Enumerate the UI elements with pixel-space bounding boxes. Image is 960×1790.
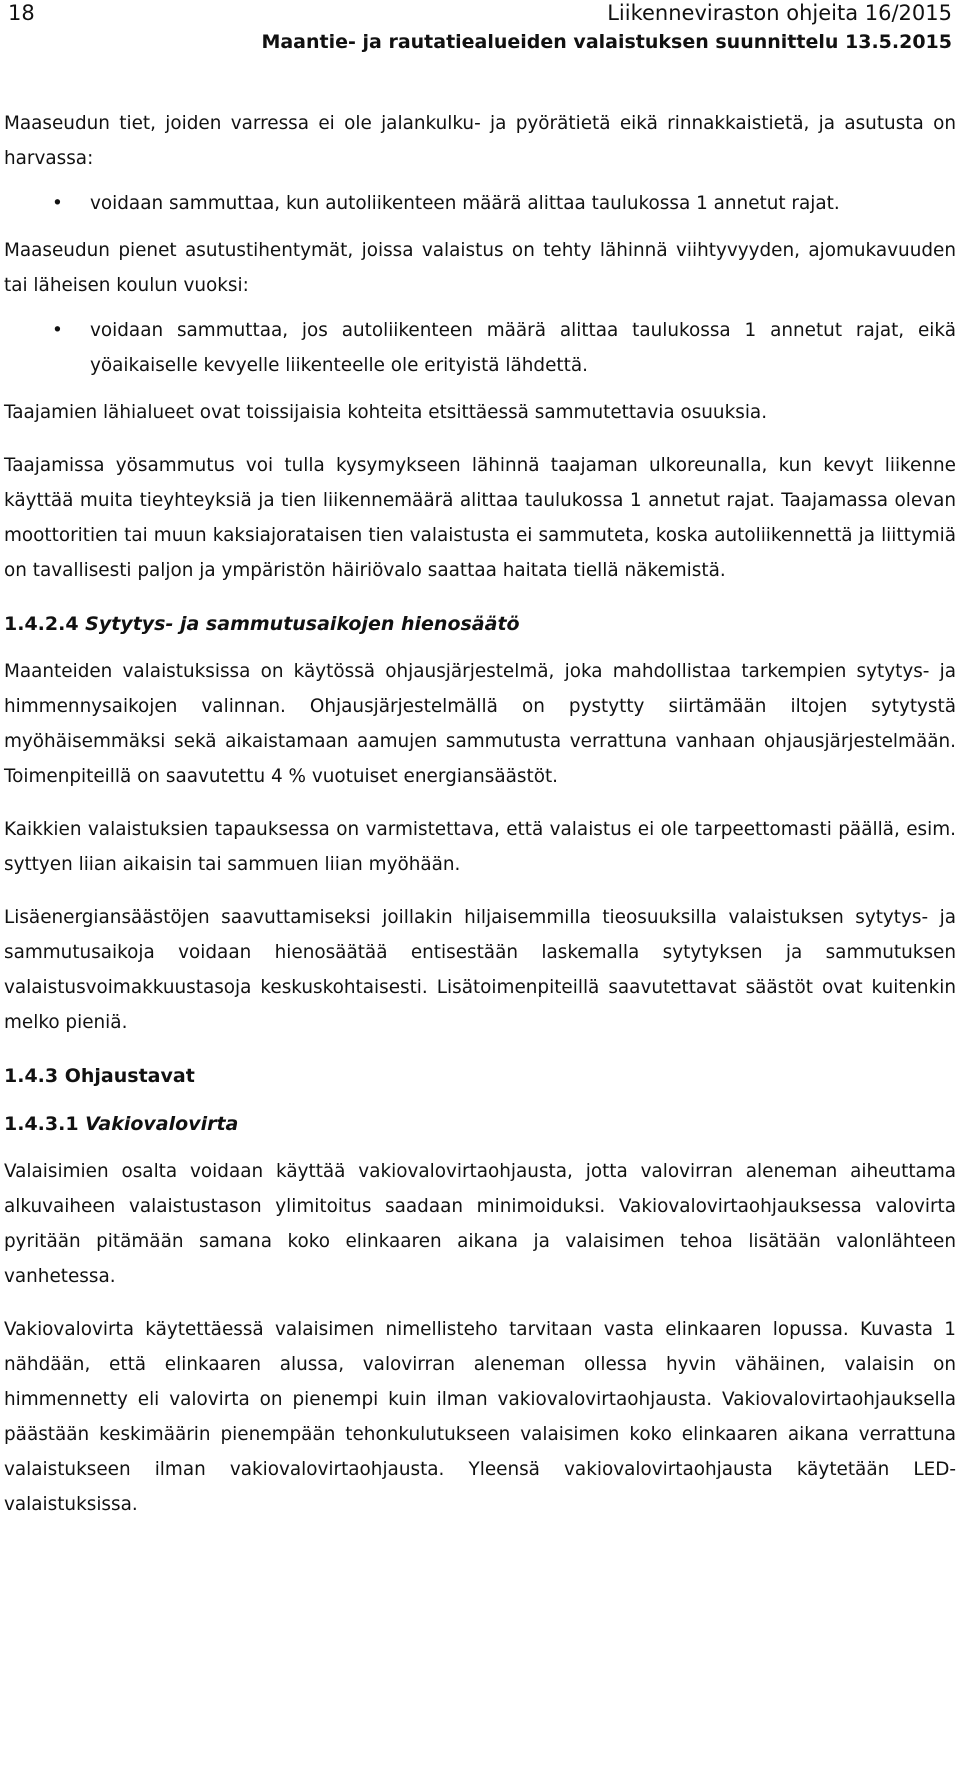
paragraph: Taajamien lähialueet ovat toissijaisia kohteita etsittäessä sammutettavia osuuksia. bbox=[4, 402, 768, 423]
section-heading bbox=[4, 606, 956, 642]
list-item bbox=[52, 186, 956, 221]
bullet-icon: • bbox=[52, 193, 63, 214]
paragraph: Lisäenergiansäästöjen saavuttamiseksi joillakin hiljaisemmilla tieosuuksilla valaistuksen sytytys- ja sammutusaikoja voidaan hienosäätää entisestään laskemalla sytytyksen ja sammutuksen valaistusvoimakkuustasoja keskuskohtaisesti. Lisätoimenpiteillä saavutettavat säästöt ovat kuitenkin melko pieniä. bbox=[4, 907, 956, 1033]
section-title: Ohjaustavat bbox=[64, 1065, 195, 1087]
bullet-list bbox=[4, 313, 956, 383]
section-heading bbox=[4, 1106, 956, 1142]
document-title: Maantie- ja rautatiealueiden valaistuksen suunnittelu 13.5.2015 bbox=[261, 31, 952, 53]
paragraph: Maaseudun pienet asutustihentymät, joissa valaistus on tehty lähinnä viihtyvyyden, ajomukavuuden tai läheisen koulun vuoksi: bbox=[4, 240, 956, 296]
paragraph: Taajamissa yösammutus voi tulla kysymykseen lähinnä taajaman ulkoreunalla, kun kevyt liikenne käyttää muita tieyhteyksiä ja tien liikennemäärä alittaa taulukossa 1 annetut rajat. Taajamassa olevan moottoritien tai muun kaksiajorataisen tien valaistusta ei sammuteta, koska autoliikennettä ja liittymiä on tavallisesti paljon ja ympäristön häiriövalo saattaa haitata tiellä näkemistä. bbox=[4, 455, 956, 581]
list-item-text: voidaan sammuttaa, jos autoliikenteen määrä alittaa taulukossa 1 annetut rajat, eikä yöaikaiselle kevyelle liikenteelle ole erityistä lähdettä. bbox=[90, 320, 956, 376]
section-heading bbox=[4, 1058, 956, 1094]
document-body bbox=[4, 62, 956, 1522]
bullet-icon: • bbox=[52, 320, 63, 341]
section-number: 1.4.3.1 bbox=[4, 1113, 79, 1135]
paragraph: Maanteiden valaistuksissa on käytössä ohjausjärjestelmä, joka mahdollistaa tarkempien sytytys- ja himmennysaikojen valinnan. Ohjausjärjestelmällä on pystytty siirtämään iltojen sytytystä myöhäisemmäksi sekä aikaistamaan aamujen sammutusta verrattuna vanhaan ohjausjärjestelmään. Toimenpiteillä on saavutettu 4 % vuotuiset energiansäästöt. bbox=[4, 661, 956, 787]
page-number: 18 bbox=[8, 1, 35, 25]
section-title: Vakiovalovirta bbox=[85, 1113, 239, 1135]
list-item bbox=[52, 313, 956, 383]
paragraph: Kaikkien valaistuksien tapauksessa on varmistettava, että valaistus ei ole tarpeettomasti päällä, esim. syttyen liian aikaisin tai sammuen liian myöhään. bbox=[4, 819, 956, 875]
bullet-list bbox=[4, 186, 956, 221]
paragraph: Vakiovalovirta käytettäessä valaisimen nimellisteho tarvitaan vasta elinkaaren lopussa. Kuvasta 1 nähdään, että elinkaaren alussa, valovirran aleneman ollessa hyvin vähäinen, valaisin on himmennetty eli valovirta on pienempi kuin ilman vakiovalovirtaohjausta. Vakiovalovirtaohjauksella päästään keskimäärin pienempään tehonkulutukseen valaisimen koko elinkaaren aikana verrattuna valaistukseen ilman vakiovalovirtaohjausta. Yleensä vakiovalovirtaohjausta käytetään LED-valaistuksissa. bbox=[4, 1319, 956, 1515]
page-header bbox=[4, 0, 956, 62]
section-title: Sytytys- ja sammutusaikojen hienosäätö bbox=[85, 613, 520, 635]
list-item-text: voidaan sammuttaa, kun autoliikenteen määrä alittaa taulukossa 1 annetut rajat. bbox=[90, 193, 840, 214]
section-number: 1.4.3 bbox=[4, 1065, 59, 1087]
paragraph: Valaisimien osalta voidaan käyttää vakiovalovirtaohjausta, jotta valovirran aleneman aiheuttama alkuvaiheen valaistustason ylimitoitus saadaan minimoiduksi. Vakiovalovirtaohjauksessa valovirta pyritään pitämään samana koko elinkaaren aikana ja valaisimen tehoa lisätään valonlähteen vanhetessa. bbox=[4, 1161, 956, 1287]
paragraph: Maaseudun tiet, joiden varressa ei ole jalankulku- ja pyörätietä eikä rinnakkaistietä, ja asutusta on harvassa: bbox=[4, 113, 956, 169]
publication-series: Liikenneviraston ohjeita 16/2015 bbox=[607, 1, 952, 25]
section-number: 1.4.2.4 bbox=[4, 613, 79, 635]
